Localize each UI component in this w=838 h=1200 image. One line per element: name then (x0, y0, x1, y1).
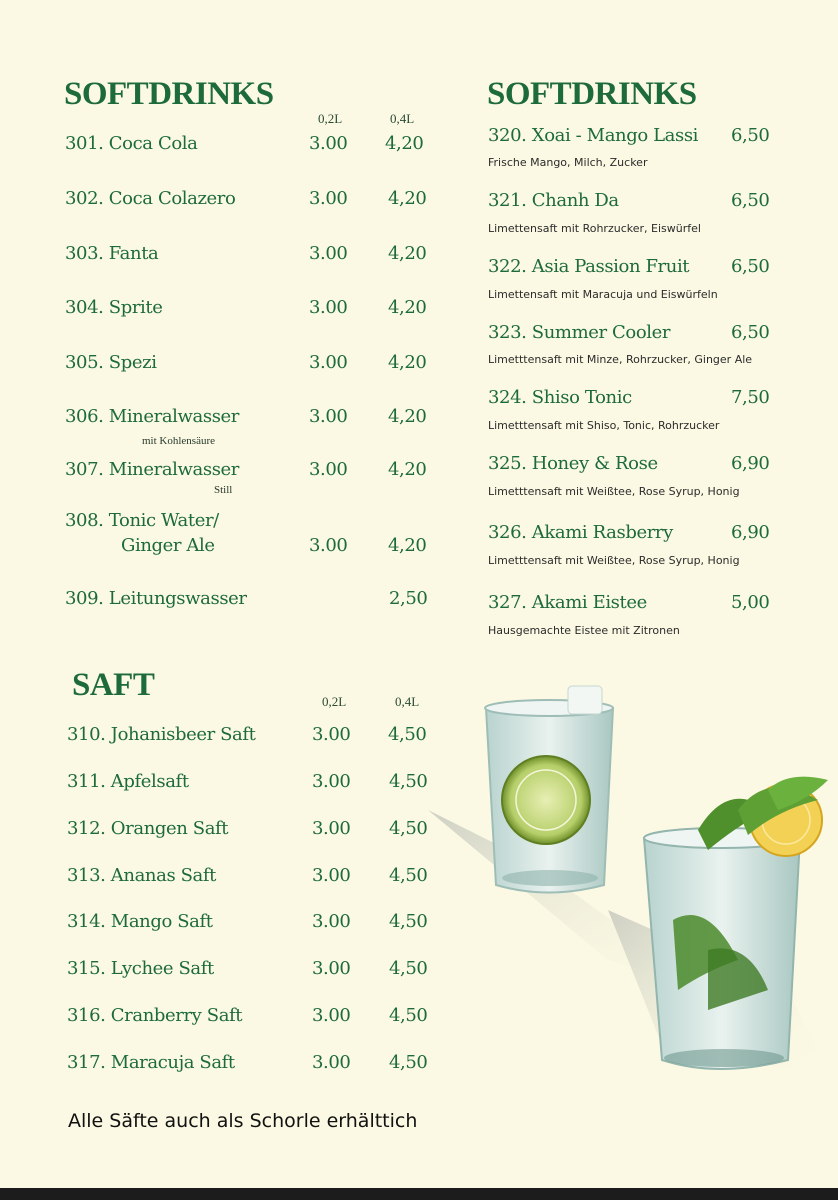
menu-item-name: 303. Fanta (65, 243, 159, 264)
menu-item-name: 325. Honey & Rose (488, 453, 658, 474)
item-description: Hausgemachte Eistee mit Zitronen (488, 624, 680, 637)
softdrinks-title-left: SOFTDRINKS (64, 76, 274, 112)
item-description: Frische Mango, Milch, Zucker (488, 156, 648, 169)
price-small: 3.00 (312, 724, 351, 745)
price-large: 4,50 (389, 771, 428, 792)
item-description: Limetttensaft mit Minze, Rohrzucker, Ginger Ale (488, 353, 753, 366)
menu-item-name: 316. Cranberry Saft (67, 1005, 243, 1026)
price-large: 2,50 (389, 588, 428, 609)
price-large: 4,20 (388, 459, 427, 480)
menu-item-name: 306. Mineralwasser (65, 406, 239, 427)
item-price: 6,50 (731, 125, 770, 146)
price-small: 3.00 (309, 459, 348, 480)
item-note: mit Kohlensäure (142, 435, 216, 447)
price-large: 4,50 (389, 958, 428, 979)
menu-item-name: 326. Akami Rasberry (488, 522, 673, 543)
price-small: 3.00 (312, 818, 351, 839)
menu-item-name: 315. Lychee Saft (67, 958, 214, 979)
item-description: Limetttensaft mit Shiso, Tonic, Rohrzucker (488, 419, 720, 432)
menu-item-name: 301. Coca Cola (65, 133, 198, 154)
price-large: 4,50 (389, 1052, 428, 1073)
price-large: 4,20 (388, 406, 427, 427)
price-small: 3.00 (309, 243, 348, 264)
softdrinks-col-small: 0,2L (318, 111, 343, 126)
price-large: 4,50 (389, 911, 428, 932)
back-glass (485, 686, 613, 893)
menu-item-name: 304. Sprite (65, 297, 163, 318)
menu-item-name: 302. Coca Colazero (65, 188, 236, 209)
item-description: Limetttensaft mit Weißtee, Rose Syrup, Honig (488, 554, 740, 567)
price-small: 3.00 (309, 535, 348, 556)
item-description: Limettensaft mit Rohrzucker, Eiswürfel (488, 222, 701, 235)
menu-item-name: 312. Orangen Saft (67, 818, 229, 839)
price-small: 3.00 (309, 133, 348, 154)
menu-item-name: 307. Mineralwasser (65, 459, 239, 480)
menu-item-name: 309. Leitungswasser (65, 588, 247, 609)
item-description: Limettensaft mit Maracuja und Eiswürfeln (488, 288, 718, 301)
price-small: 3.00 (309, 297, 348, 318)
menu-item-name: 314. Mango Saft (67, 911, 213, 932)
menu-item-name: 320. Xoai - Mango Lassi (488, 125, 699, 146)
item-description: Limetttensaft mit Weißtee, Rose Syrup, Honig (488, 485, 740, 498)
price-large: 4,20 (388, 297, 427, 318)
price-small: 3.00 (312, 771, 351, 792)
softdrinks-title-right: SOFTDRINKS (487, 76, 697, 112)
menu-item-name: 305. Spezi (65, 352, 157, 373)
price-small: 3.00 (309, 406, 348, 427)
schorle-note: Alle Säfte auch als Schorle erhälttich (68, 1110, 418, 1132)
saft-title: SAFT (72, 667, 155, 703)
price-large: 4,50 (388, 724, 427, 745)
saft-col-small: 0,2L (322, 694, 347, 709)
menu-item-name: 310. Johanisbeer Saft (67, 724, 256, 745)
item-price: 6,90 (731, 522, 770, 543)
menu-item-name: 323. Summer Cooler (488, 322, 671, 343)
price-large: 4,50 (389, 818, 428, 839)
menu-item-name: 311. Apfelsaft (67, 771, 189, 792)
price-small: 3.00 (309, 188, 348, 209)
price-large: 4,20 (385, 133, 424, 154)
cocktail-photo (408, 660, 838, 1080)
menu-item-name: 327. Akami Eistee (488, 592, 647, 613)
menu-item-name: 313. Ananas Saft (67, 865, 216, 886)
item-price: 6,90 (731, 453, 770, 474)
menu-item-name: 317. Maracuja Saft (67, 1052, 235, 1073)
menu-item-name-continued: Ginger Ale (121, 535, 215, 556)
price-small: 3.00 (312, 1005, 351, 1026)
price-small: 3.00 (312, 958, 351, 979)
price-small: 3.00 (312, 865, 351, 886)
menu-item-name: 324. Shiso Tonic (488, 387, 632, 408)
menu-item-name: 322. Asia Passion Fruit (488, 256, 690, 277)
item-price: 7,50 (731, 387, 770, 408)
item-price: 6,50 (731, 190, 770, 211)
bottom-edge (0, 1188, 838, 1200)
menu-item-name: 321. Chanh Da (488, 190, 619, 211)
price-large: 4,50 (389, 865, 428, 886)
saft-col-large: 0,4L (395, 694, 420, 709)
price-small: 3.00 (312, 1052, 351, 1073)
price-large: 4,20 (388, 188, 427, 209)
softdrinks-col-large: 0,4L (390, 111, 415, 126)
price-large: 4,20 (388, 535, 427, 556)
item-price: 5,00 (731, 592, 770, 613)
price-large: 4,20 (388, 352, 427, 373)
item-price: 6,50 (731, 256, 770, 277)
menu-item-name: 308. Tonic Water/ (65, 510, 219, 531)
price-large: 4,20 (388, 243, 427, 264)
price-large: 4,50 (389, 1005, 428, 1026)
price-small: 3.00 (312, 911, 351, 932)
item-note: Still (214, 484, 233, 496)
item-price: 6,50 (731, 322, 770, 343)
price-small: 3.00 (309, 352, 348, 373)
